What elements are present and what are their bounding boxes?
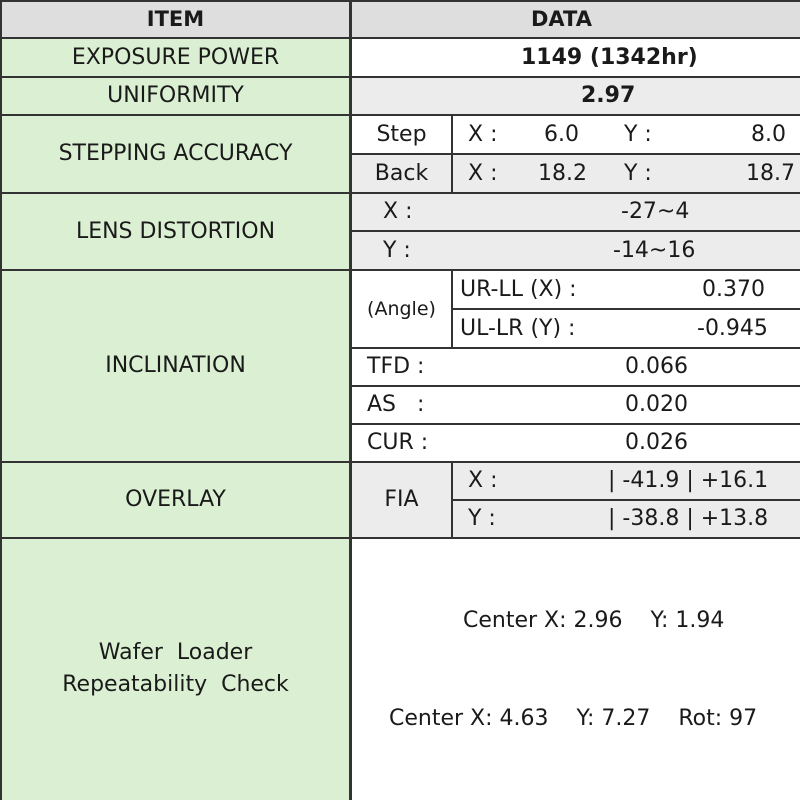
grid-line [0, 461, 800, 463]
inclination-ur-ll-value: 0.370 [702, 276, 765, 302]
grid-line [351, 153, 800, 155]
grid-line [451, 270, 453, 348]
lens-y-axis: Y : [383, 237, 411, 263]
wafer-loader-label-line1: Wafer Loader [98, 640, 253, 665]
grid-line [349, 0, 352, 800]
lens-x-axis: X : [383, 199, 413, 224]
grid-line [351, 347, 800, 349]
stepping-step-x-value: 6.0 [544, 121, 579, 147]
overlay-y-axis: Y : [468, 506, 496, 531]
header-data: DATA [351, 0, 800, 38]
grid-line [0, 0, 800, 2]
uniformity-value: 2.97 [351, 77, 800, 115]
wafer-loader-line1: Center X: 2.96 Y: 1.94 [463, 608, 725, 633]
lens-distortion-x-row [351, 193, 800, 231]
stepping-back-row [452, 154, 800, 193]
stepping-back-y-label: Y : [624, 160, 652, 186]
grid-line [0, 0, 2, 800]
overlay-y-row [452, 500, 800, 538]
exposure-power-label: EXPOSURE POWER [0, 38, 351, 77]
grid-line [0, 114, 800, 116]
wafer-loader-label [0, 538, 351, 800]
header-item: ITEM [0, 0, 351, 38]
grid-line [0, 192, 800, 194]
overlay-method: FIA [351, 462, 452, 538]
grid-line [451, 115, 453, 193]
stepping-back-y-value: 18.7 [746, 160, 795, 186]
grid-line [452, 499, 800, 501]
overlay-x-value: | -41.9 | +16.1 [608, 468, 769, 493]
lens-x-value: -27~4 [621, 199, 690, 224]
overlay-x-axis: X : [468, 468, 498, 493]
wafer-loader-data [351, 538, 800, 800]
stepping-back-x-label: X : [468, 160, 498, 186]
stepping-step-y-value: 8.0 [751, 121, 786, 147]
inclination-as-name: AS : [367, 392, 425, 417]
grid-line [0, 537, 800, 539]
stepping-step-y-label: Y : [624, 121, 652, 147]
lens-distortion-label: LENS DISTORTION [0, 193, 351, 270]
stepping-back-mode: Back [351, 154, 452, 193]
inclination-angle-label: (Angle) [351, 270, 452, 348]
inclination-cur-name: CUR : [367, 430, 429, 455]
inclination-ur-ll-name: UR-LL (X) : [460, 276, 577, 302]
inclination-ur-ll-row [452, 270, 800, 309]
lens-distortion-y-row [351, 231, 800, 270]
stepping-step-mode: Step [351, 115, 452, 154]
grid-line [0, 269, 800, 271]
stepping-step-row [452, 115, 800, 154]
grid-line [0, 76, 800, 78]
inclination-cur-value: 0.026 [625, 430, 688, 455]
lens-y-value: -14~16 [613, 237, 696, 263]
inclination-cur-row [351, 424, 800, 462]
overlay-x-row [452, 462, 800, 500]
exposure-power-value: 1149 (1342hr) [351, 38, 800, 77]
overlay-label: OVERLAY [0, 462, 351, 538]
inclination-ul-lr-value: -0.945 [697, 315, 768, 341]
uniformity-label: UNIFORMITY [0, 77, 351, 115]
grid-line [351, 423, 800, 425]
overlay-y-value: | -38.8 | +13.8 [608, 506, 769, 531]
grid-line [451, 462, 453, 538]
inclination-label: INCLINATION [0, 270, 351, 462]
inclination-as-value: 0.020 [625, 392, 688, 417]
wafer-loader-line2: Center X: 4.63 Y: 7.27 Rot: 97 [389, 706, 758, 731]
inclination-ul-lr-name: UL-LR (Y) : [460, 315, 576, 341]
grid-line [351, 230, 800, 232]
stepping-back-x-value: 18.2 [538, 160, 587, 186]
stepping-step-x-label: X : [468, 121, 498, 147]
inclination-tfd-name: TFD : [367, 354, 425, 379]
stepping-accuracy-label: STEPPING ACCURACY [0, 115, 351, 193]
grid-line [351, 385, 800, 387]
wafer-loader-label-line2: Repeatability Check [62, 672, 289, 697]
inclination-as-row [351, 386, 800, 424]
grid-line [452, 308, 800, 310]
inclination-ul-lr-row [452, 309, 800, 348]
inclination-tfd-value: 0.066 [625, 354, 688, 379]
inclination-tfd-row [351, 348, 800, 386]
grid-line [0, 37, 800, 39]
